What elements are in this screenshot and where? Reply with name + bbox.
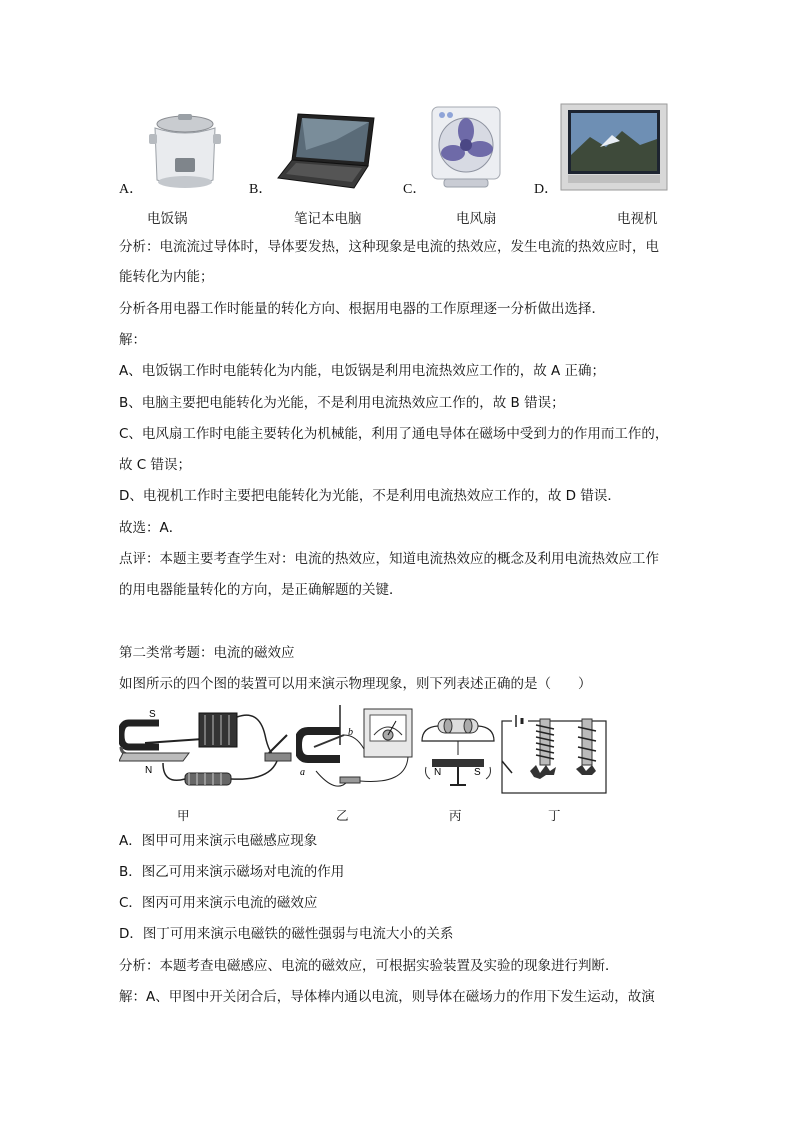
- diagram-yi-a: a: [300, 767, 305, 778]
- diagram-bing-n: N: [434, 767, 442, 778]
- diagram-jia-s: S: [149, 709, 156, 720]
- figure-label-ding: 丁: [548, 808, 561, 823]
- section2-solution-start: 解：A、甲图中开关闭合后，导体棒内通以电流，则导体在磁场力的作用下发生运动，故演: [119, 989, 655, 1005]
- diagram-bing: [418, 705, 498, 800]
- question-option-b: B．图乙可用来演示磁场对电流的作用: [119, 864, 345, 880]
- figure-label-yi: 乙: [336, 808, 349, 823]
- section2-analysis: 分析：本题考查电磁感应、电流的磁效应，可根据实验装置及实验的现象进行判断．: [119, 958, 619, 974]
- answer: 故选：A．: [119, 520, 183, 536]
- rice-cooker-icon: [145, 110, 225, 192]
- diagram-yi: [296, 705, 416, 800]
- solution-c-line-1: C、电风扇工作时电能主要转化为机械能，利用了通电导体在磁场中受到力的作用而工作的，: [119, 426, 669, 442]
- diagram-jia: [119, 705, 301, 800]
- solution-c-line-2: 故 C 错误；: [119, 457, 192, 473]
- section-title: 第二类常考题：电流的磁效应: [119, 645, 295, 661]
- analysis-line-2: 能转化为内能；: [119, 269, 214, 285]
- question-text: 如图所示的四个图的装置可以用来演示物理现象，则下列表述正确的是（ ）: [119, 676, 592, 692]
- option-b-letter: B．: [249, 182, 273, 197]
- question-option-a: A．图甲可用来演示电磁感应现象: [119, 833, 318, 849]
- analysis-line-3: 分析各用电器工作时能量的转化方向、根据用电器的工作原理逐一分析做出选择．: [119, 301, 605, 317]
- question-option-c: C．图丙可用来演示电流的磁效应: [119, 895, 318, 911]
- diagram-jia-n: N: [145, 765, 153, 776]
- diagram-yi-b: b: [348, 727, 353, 738]
- electric-fan-icon: [428, 105, 504, 191]
- solution-b: B、电脑主要把电能转化为光能，不是利用电流热效应工作的，故 B 错误；: [119, 395, 565, 411]
- option-a-caption: 电饭锅: [147, 211, 188, 227]
- option-a-letter: A．: [119, 182, 144, 197]
- figure-label-jia: 甲: [177, 808, 190, 823]
- option-b-caption: 笔记本电脑: [294, 211, 362, 227]
- diagram-ding: [500, 705, 610, 797]
- option-c-letter: C．: [403, 182, 427, 197]
- option-d-caption: 电视机: [617, 211, 658, 227]
- comment-line-1: 点评：本题主要考查学生对：电流的热效应，知道电流热效应的概念及利用电流热效应工作: [119, 551, 659, 567]
- question-option-d: D．图丁可用来演示电磁铁的磁性强弱与电流大小的关系: [119, 926, 454, 942]
- option-c-caption: 电风扇: [456, 211, 497, 227]
- diagram-bing-s: S: [474, 767, 481, 778]
- option-d-letter: D．: [534, 182, 559, 197]
- television-icon: [560, 103, 668, 191]
- solution-a: A、电饭锅工作时电能转化为内能，电饭锅是利用电流热效应工作的，故 A 正确；: [119, 363, 606, 379]
- figure-label-bing: 丙: [449, 808, 462, 823]
- solution-heading: 解：: [119, 332, 146, 348]
- comment-line-2: 的用电器能量转化的方向，是正确解题的关键．: [119, 582, 403, 598]
- analysis-line-1: 分析：电流流过导体时，导体要发热，这种现象是电流的热效应，发生电流的热效应时，电: [119, 239, 659, 255]
- laptop-icon: [276, 110, 376, 190]
- solution-d: D、电视机工作时主要把电能转化为光能，不是利用电流热效应工作的，故 D 错误．: [119, 488, 621, 504]
